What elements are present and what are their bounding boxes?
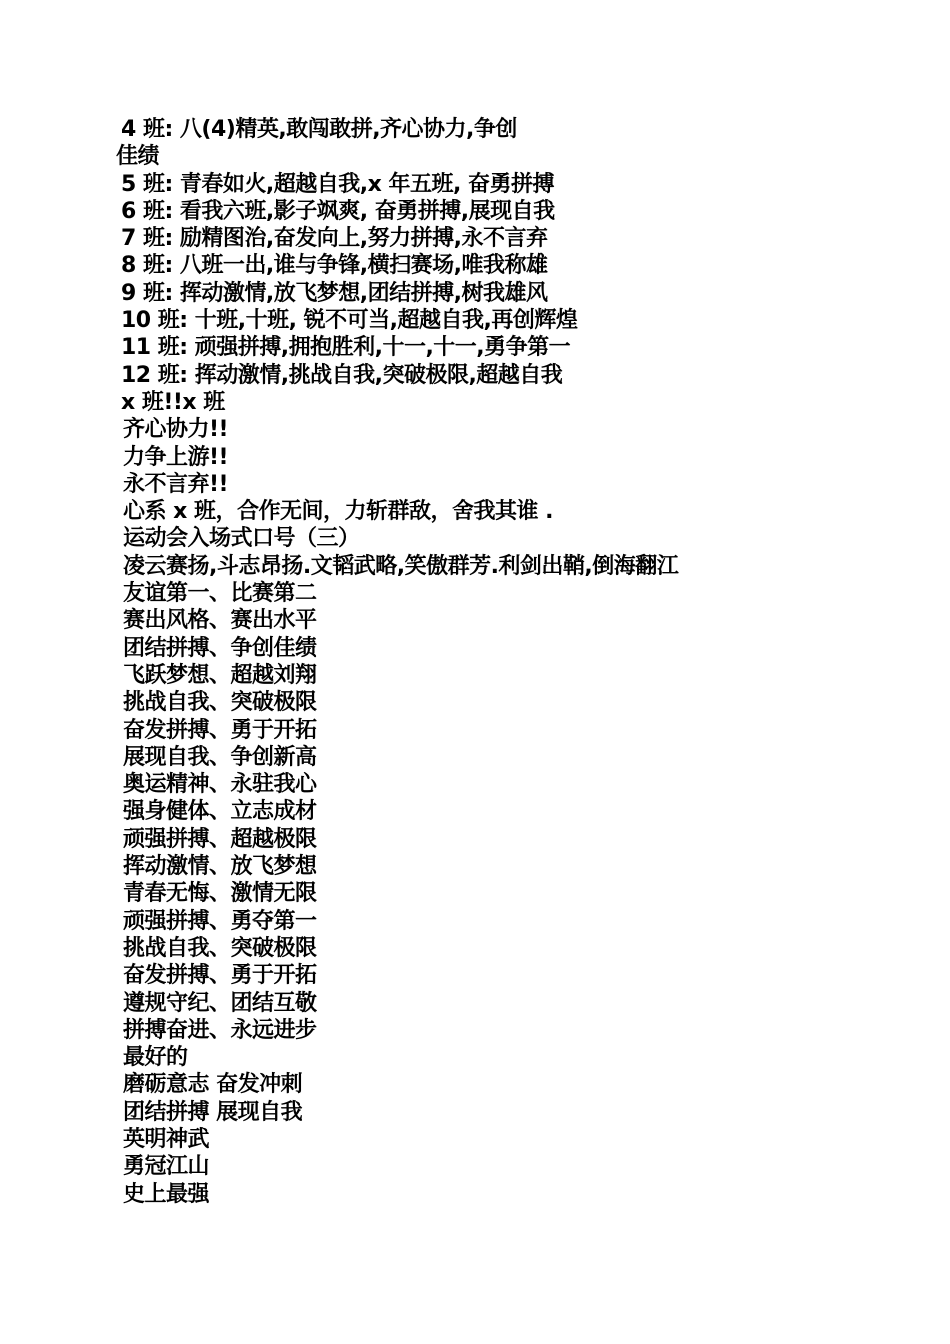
text-line: 磨砺意志 奋发冲刺 bbox=[123, 1072, 303, 1098]
text-line: 英明神武 bbox=[123, 1126, 210, 1152]
text-line: x 班!!x 班 bbox=[121, 389, 225, 415]
text-line: 奋发拼搏、勇于开拓 bbox=[123, 963, 317, 989]
section-heading: 运动会入场式口号（三） bbox=[123, 526, 360, 552]
text-line: 奋发拼搏、勇于开拓 bbox=[123, 717, 317, 743]
text-line: 佳绩 bbox=[116, 144, 160, 170]
text-line: 9 班: 挥动激情,放飞梦想,团结拼搏,树我雄风 bbox=[121, 280, 548, 306]
text-line: 7 班: 励精图治,奋发向上,努力拼搏,永不言弃 bbox=[121, 226, 548, 252]
text-line: 团结拼搏 展现自我 bbox=[123, 1099, 303, 1125]
text-line: 拼搏奋进、永远进步 bbox=[123, 1017, 317, 1043]
slogan-list bbox=[0, 116, 950, 1208]
text-line: 强身健体、立志成材 bbox=[123, 799, 317, 825]
text-line: 顽强拼搏、勇夺第一 bbox=[123, 908, 317, 934]
text-line: 展现自我、争创新高 bbox=[123, 744, 317, 770]
text-line: 11 班: 顽强拼搏,拥抱胜利,十一,十一,勇争第一 bbox=[121, 335, 571, 361]
text-line: 挥动激情、放飞梦想 bbox=[123, 854, 317, 880]
text-line: 青春无悔、激情无限 bbox=[123, 881, 317, 907]
text-line: 挑战自我、突破极限 bbox=[123, 690, 317, 716]
text-line: 齐心协力!! bbox=[123, 417, 229, 443]
text-line: 4 班: 八(4)精英,敢闯敢拼,齐心协力,争创 bbox=[121, 117, 517, 142]
text-line: 团结拼搏、争创佳绩 bbox=[123, 635, 317, 661]
text-line: 史上最强 bbox=[123, 1181, 210, 1207]
text-line: 友谊第一、比赛第二 bbox=[123, 581, 317, 607]
text-line: 顽强拼搏、超越极限 bbox=[123, 826, 317, 852]
text-line: 6 班: 看我六班,影子飒爽, 奋勇拼搏,展现自我 bbox=[121, 198, 555, 224]
text-line: 永不言弃!! bbox=[123, 471, 229, 497]
text-line: 赛出风格、赛出水平 bbox=[123, 608, 317, 634]
text-line: 勇冠江山 bbox=[123, 1154, 210, 1180]
text-line: 凌云赛扬,斗志昂扬.文韬武略,笑傲群芳.利剑出鞘,倒海翻江 bbox=[123, 553, 679, 579]
text-line: 10 班: 十班,十班, 锐不可当,超越自我,再创辉煌 bbox=[121, 308, 578, 334]
text-line: 飞跃梦想、超越刘翔 bbox=[123, 662, 317, 688]
text-line: 挑战自我、突破极限 bbox=[123, 935, 317, 961]
text-line: 5 班: 青春如火,超越自我,x 年五班, 奋勇拼搏 bbox=[121, 171, 555, 197]
text-line: 8 班: 八班一出,谁与争锋,横扫赛场,唯我称雄 bbox=[121, 253, 548, 279]
text-line: 最好的 bbox=[123, 1045, 188, 1071]
text-line: 奥运精神、永驻我心 bbox=[123, 772, 317, 798]
text-line: 12 班: 挥动激情,挑战自我,突破极限,超越自我 bbox=[121, 362, 563, 388]
text-line: 力争上游!! bbox=[123, 444, 229, 470]
text-line: 心系 x 班，合作无间，力斩群敌，舍我其谁 . bbox=[123, 499, 554, 525]
text-line: 遵规守纪、团结互敬 bbox=[123, 990, 317, 1016]
